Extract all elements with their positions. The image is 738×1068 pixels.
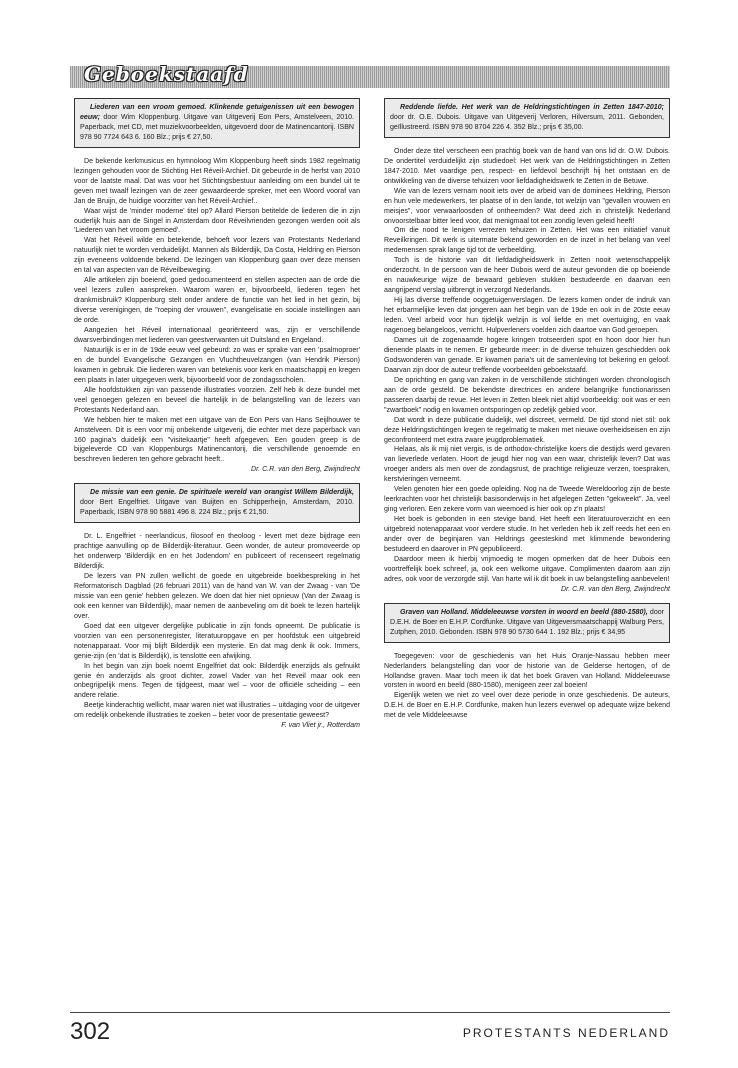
paragraph: Daardoor meen ik hierbij vrijmoedig te mogen opmerken dat de heer Dubois een voortreffelijk boek schreef, ja, ook een welkome uitgave. Complimenten daarom aan zijn adres, ook voor de verzorgde stijl. Van harte wil ik dit boek in uw belangstelling aanbevelen! [384, 555, 670, 583]
paragraph: Dr. L. Engelfriet - neerlandicus, filosoof en theoloog - levert met deze bijdrage een prachtige aanvulling op de Bilderdijk-literatuur. Geen wonder, de auteur promoveerde op het onderwerp 'Bilderdijk en en het Jodendom' en publiceert of recenseert regelmatig Bilderdijk. [74, 533, 360, 571]
page-number: 302 [70, 1018, 111, 1045]
review-header-box [74, 483, 360, 523]
paragraph: Alle artikelen zijn boeiend, goed gedocumenteerd en stellen aspecten aan de orde die veel lezers zullen aanspreken. Waarom waren er, bijvoorbeeld, liederen tegen het drankmisbruik? Kloppenburg stelt onder andere de functie van het lied in het gezin, bij diverse verenigingen, de "roeping der vrouwen", evangelisatie en sociale instellingen aan de orde. [74, 277, 360, 325]
paragraph: Wat het Réveil wilde en betekende, behoeft voor lezers van Protestants Nederland natuurlijk niet te worden verduidelijkt. Mannen als Bilderdijk, Da Costa, Heldring en Pierson zijn eveneens voldoende bekend. De lezingen van Kloppenburg gaan over deze mensen en tal van aspecten van de Réveilbeweging. [74, 237, 360, 275]
review-signature: F. van Vliet jr., Rotterdam [281, 722, 360, 730]
review-title: Graven van Holland. Middeleeuwse vorsten in woord en beeld (880-1580), [400, 608, 648, 616]
paragraph: Aangezien het Réveil internationaal georiënteerd was, zijn er verschillende dwarsverbindingen met liederen van geestverwanten uit Duitsland en Engeland. [74, 327, 360, 344]
paragraph: Velen genoten hier een goede opleiding. Nog na de Tweede Wereldoorlog zijn de beste leerkrachten voor het christelijk basisonderwijs in het afgelegen Zetten "gekweekt". Ja, veel ging verloren. Een zekere vorm van weemoed is hier ook op z'n plaats! [384, 486, 670, 514]
paragraph: In het begin van zijn boek noemt Engelfriet dat ook: Bilderdijk enerzijds als gefnuikt genie én anderzijds als groot dichter, zowel Vader van het Reveil maar ook een onbegrijpelijk mens. Tegen de tijdgeest, maar wel – voor de officiële scheiding – een andere relatie. [74, 662, 360, 700]
paragraph: Om die nood te lenigen verrezen tehuizen in Zetten. Het was een initiatief vanuit Reveilkringen. Dit werk is uitermate bekend geworden en de inzet in het belang van veel medemensen sprak lange tijd tot de verbeelding. [384, 227, 670, 255]
paragraph: We hebben hier te maken met een uitgave van de Eon Pers van Hans Seijlhouwer te Amstelveen. Dit is een voor mij onbekende uitgeverij, die echter met deze paperback van 160 pagina's duidelijk een "visitekaartje" heeft afgegeven. Een gouden greep is de bijgeleverde CD van Kloppenburgs Matinencantorij, die verschillende genoemde en beschreven liederen ten gehore gebracht heeft.. [74, 416, 360, 464]
review-meta: door Wim Kloppenburg. Uitgave van Uitgeverij Eon Pers, Amstelveen, 2010. Paperback, met CD, met muziekvoorbeelden, uitgevoerd door de Matinencantorij. ISBN 978 90 7724 643 6. 160 Blz.; prijs € 27,50. [80, 113, 354, 141]
paragraph: Alle hoofdstukken zijn van passende illustraties voorzien. Zelf heb ik deze bundel met veel genoegen gelezen en beveel die hartelijk in de belangstelling van de lezers van Protestants Nederland aan. [74, 386, 360, 414]
review-header-box [384, 603, 670, 643]
paragraph: Dat wordt in deze publicatie duidelijk, wel discreet, vermeld. De tijd stond niet stil: ook deze Heldringstichtingen kregen te regelmatig te maken met nieuwe overheidseisen en zijn geconfronteerd met extra zware jeugdproblematiek. [384, 416, 670, 444]
paragraph: Helaas, als ik mij niet vergis, is de orthodox-christelijke koers die destijds werd gevaren van lieverlede verlaten. Hoort de jeugd hier nog van een waar, christelijk leven? Dat was vroeger anders als men over de zondagsrust, de prachtige religieuze verzen, toespraken, kerstvieringen verneemt. [384, 446, 670, 484]
paragraph: Onder deze titel verscheen een prachtig boek van de hand van ons lid dr. O.W. Dubois. De ondertitel verduidelijkt zijn studiedoel: Het werk van de Heldringstichtingen in Zetten 1847-2010. Met vaardige pen, respect- en liefdevol beschrijft hij het ontstaan en de ontwikkeling van de diverse tehuizen voor liefdadigheidswerk te Zetten in de Betuwe. [384, 147, 670, 185]
paragraph: Toch is de historie van dit liefdadigheidswerk in Zetten nooit wetenschappelijk onderzocht. In de persoon van de heer Dubois werd de auteur gevonden die op boeiende en nauwkeurige wijze de bewaard gebleven stukken bestudeerde en daarvan een aangrijpend verslag uitbrengt in verzorgd Nederlands. [384, 257, 670, 295]
right-column [384, 98, 670, 721]
review-signature: Dr. C.R. van den Berg, Zwijndrecht [560, 585, 670, 593]
review-meta: door D.E.H. de Boer en E.H.P. Cordfunke. Uitgave van Uitgeversmaatschappij Walburg Pers, Zutphen, 2010. Gebonden. ISBN 978 90 5730 644 1. 192 Blz.; prijs € 34,95 [390, 608, 665, 636]
review-signature: Dr. C.R. van den Berg, Zwijndrecht [250, 466, 360, 474]
paragraph: Waar wijst de 'minder moderne' titel op? Allard Pierson betitelde de liederen die in zijn ouderlijk huis aan de Singel in Amsterdam door Réveilvrienden gezongen werden ooit als 'Liederen van het vroom gemoed'. [74, 207, 360, 235]
review-title: Reddende liefde. Het werk van de Heldringstichtingen in Zetten 1847-2010; [400, 104, 664, 111]
section-title: Geboekstaafd [84, 62, 249, 86]
footer-rule [70, 1012, 670, 1013]
paragraph: Goed dat een uitgever dergelijke publicatie in zijn fonds opneemt. De publicatie is voorzien van een personenregister, literatuuropgave en per hoofdstuk een uitgebreid notenapparaat. Voor mij blijft Bilderdijk een mysterie. En dat mag denk ik ook. Immers, genie-zijn (en 'dat is Bilderdijk), is tenslotte een afwijking. [74, 622, 360, 660]
review-title: De missie van een genie. De spirituele wereld van orangist Willem Bilderdijk, [90, 489, 354, 497]
paragraph: De lezers van PN zullen wellicht de goede en uitgebreide boekbespreking in het Reformatorisch Dagblad (26 februari 2011) van de hand van W. van der Zwaag - van 'De missie van een genie' hebben gelezen. We doen dat hier niet opnieuw (Van der Zwaag is ook een kenner van Bilderdijk), maar nemen de aanbeveling om dit boek te lezen hartelijk over. [74, 572, 360, 620]
paragraph: Beetje kinderachtig wellicht, maar waren niet wat illustraties – uitdaging voor de uitgever om redelijk onbekende illustraties te zoeken – beter voor de presentatie geweest? [74, 702, 360, 720]
review-title: Liederen van een vroom gemoed. Klinkende getuigenissen uit een bewogen eeuw; [80, 104, 354, 121]
paragraph: Hij las diverse treffende ooggetuigenverslagen. De lezers komen onder de indruk van het erbarmelijke leven dat jongeren aan het begin van de 19de en ook in de 20ste eeuw leden. Veel arbeid voor hun tijdelijk welzijn is vol liefde en met overtuiging, en vaak nagenoeg belangeloos, verricht. Hulpverleners voelden zich daartoe van God geroepen. [384, 297, 670, 335]
magazine-name: PROTESTANTS NEDERLAND [462, 1026, 670, 1040]
paragraph: De oprichting en gang van zaken in de verschillende stichtingen worden chronologisch aan de orde gesteld. De bekendste directrices en andere belangrijke functionarissen passeren daarbij de revue. Het leven in Zetten bleek niet altijd voorbeeldig: ooit was er een "zwartboek" nodig en kwamen ontsporingen op zedelijk gebied voor. [384, 376, 670, 414]
section-header [70, 62, 670, 88]
paragraph: Het boek is gebonden in een stevige band. Het heeft een literatuuroverzicht en een uitgebreid notenapparaat voor verdere studie. In het verleden heb ik zelf reeds het een en ander over de beginjaren van Heldrings geesteskind met klimmende bewondering bestudeerd en daarover in PN gepubliceerd. [384, 516, 670, 553]
paragraph: Dames uit de zogenaamde hogere kringen trotseerden spot en hoon door hier hun dienende plaats in te nemen. Er gebeurde meer: in de diverse tehuizen geschiedden ook Godswonderen van genade. Er kwamen paria's uit de samenleving tot bekering en geloof. Daarvan zijn door de auteur treffende voorbeelden geboekstaafd. [384, 336, 670, 374]
review-header-box [74, 98, 360, 148]
paragraph: Eigenlijk weten we niet zo veel over deze periode in onze geschiedenis. De auteurs, D.E.H. de Boer en E.H.P. Cordfunke, maken hun lezers evenwel op adequate wijze bekend met de vele Middeleeuwse [384, 692, 670, 720]
paragraph: Wie van de lezers vernam nooit iets over de arbeid van de dominees Heldring, Pierson en hun vele medewerkers, ter plaatse of in den lande, tot welzijn van "gevallen vrouwen en meisjes", voor verwaarloosden of ontheemden? Wat deed zich in christelijk Nederland onvoorstelbaar bitter leed voor, dat menigmaal tot een zondig leven geleid heeft! [384, 187, 670, 225]
paragraph: De bekende kerkmusicus en hymnoloog Wim Kloppenburg heeft sinds 1982 regelmatig lezingen gehouden voor de Stichting Het Réveil-Archief. Dit gebeurde in de herfst van 2010 voor de laatste maal. Dat was voor het Stichtingsbestuur aanleiding om een bundel uit te geven met twaalf lezingen van de zeer gewaardeerde spreker, met een Woord vooraf van Jan de Bruijn, de huidige voorzitter van het Réveil-Archief.. [74, 157, 360, 205]
paragraph: Toegegeven: voor de geschiedenis van het Huis Oranje-Nassau hebben meer Nederlanders belangstelling dan voor de historie van de Gelderse hertogen, of de Hollandse graven. Maar toch meen ik dat het boek Graven van Holland. Middeleeuwse vorsten in woord en beeld (880-1580), menigeen zeer zal boeien! [384, 652, 670, 690]
review-meta: door dr. O.E. Dubois. Uitgave van Uitgeverij Verloren, Hilversum, 2011. Gebonden, geïllustreerd. ISBN 978 90 8704 226 4. 352 Blz.; prijs € 35,00. [390, 113, 664, 131]
left-column [74, 98, 360, 739]
review-meta: door Bert Engelfriet. Uitgave van Buijten en Schipperheijn, Amsterdam, 2010. Paperback, ISBN 978 90 5881 496 8. 224 Blz.; prijs € 21,50. [80, 499, 354, 517]
paragraph: Natuurlijk is er in de 19de eeuw veel gebeurd: zo was er sprake van een 'psalmoproer' en de bundel Evangelische Gezangen en Vluchtheuvelzangen (van Hendrik Pierson) kwamen in gebruik. Die liederen waren van betekenis voor kerk en maatschappij en kregen een plaats in later uitgegeven werk, bijvoorbeeld voor de zondagsscholen. [74, 346, 360, 384]
review-header-box [384, 98, 670, 138]
